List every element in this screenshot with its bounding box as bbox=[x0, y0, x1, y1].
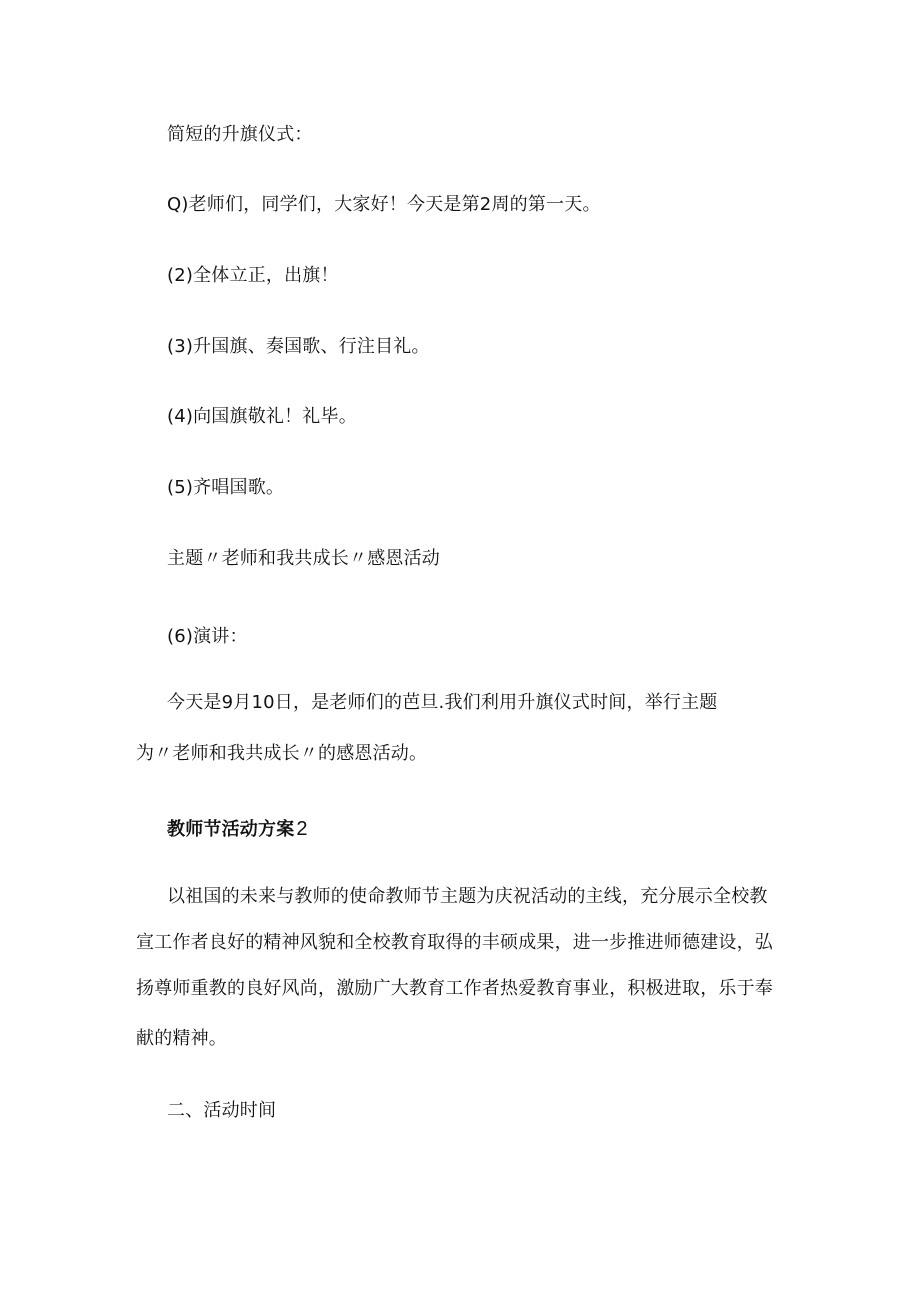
ceremony-step-1: Q)老师们，同学们，大家好！今天是第2周的第一天。 bbox=[167, 194, 601, 215]
section-heading-text: 教师节活动方案 bbox=[167, 819, 295, 840]
paragraph-line-3: 扬尊师重教的良好风尚，激励广大教育工作者热爱教育事业，积极进取，乐于奉 bbox=[136, 978, 773, 999]
paragraph-line-2: 宣工作者良好的精神风貌和全校教育取得的丰硕成果，进一步推进师德建设，弘 bbox=[136, 932, 773, 953]
speech-line-2: 为〃老师和我共成长〃的感恩活动。 bbox=[136, 743, 428, 764]
subheading-activity-time: 二、活动时间 bbox=[167, 1100, 277, 1121]
paragraph-line-1: 以祖国的未来与教师的使命教师节主题为庆祝活动的主线，充分展示全校教 bbox=[167, 886, 768, 907]
ceremony-title: 简短的升旗仪式： bbox=[167, 124, 313, 145]
speech-line-1: 今天是9月10日，是老师们的芭旦.我们利用升旗仪式时间，举行主题 bbox=[167, 692, 718, 713]
paragraph-line-4: 献的精神。 bbox=[136, 1028, 227, 1049]
ceremony-step-6: (6)演讲： bbox=[167, 626, 248, 647]
ceremony-step-5: (5)齐唱国歌。 bbox=[167, 477, 285, 498]
section-heading bbox=[167, 816, 308, 843]
ceremony-step-3: (3)升国旗、奏国歌、行注目礼。 bbox=[167, 336, 430, 357]
theme-line: 主题〃老师和我共成长〃感恩活动 bbox=[167, 548, 440, 569]
ceremony-step-2: (2)全体立正，出旗！ bbox=[167, 265, 339, 286]
ceremony-step-4: (4)向国旗敬礼！礼毕。 bbox=[167, 406, 357, 427]
section-heading-number: 2 bbox=[296, 818, 308, 840]
